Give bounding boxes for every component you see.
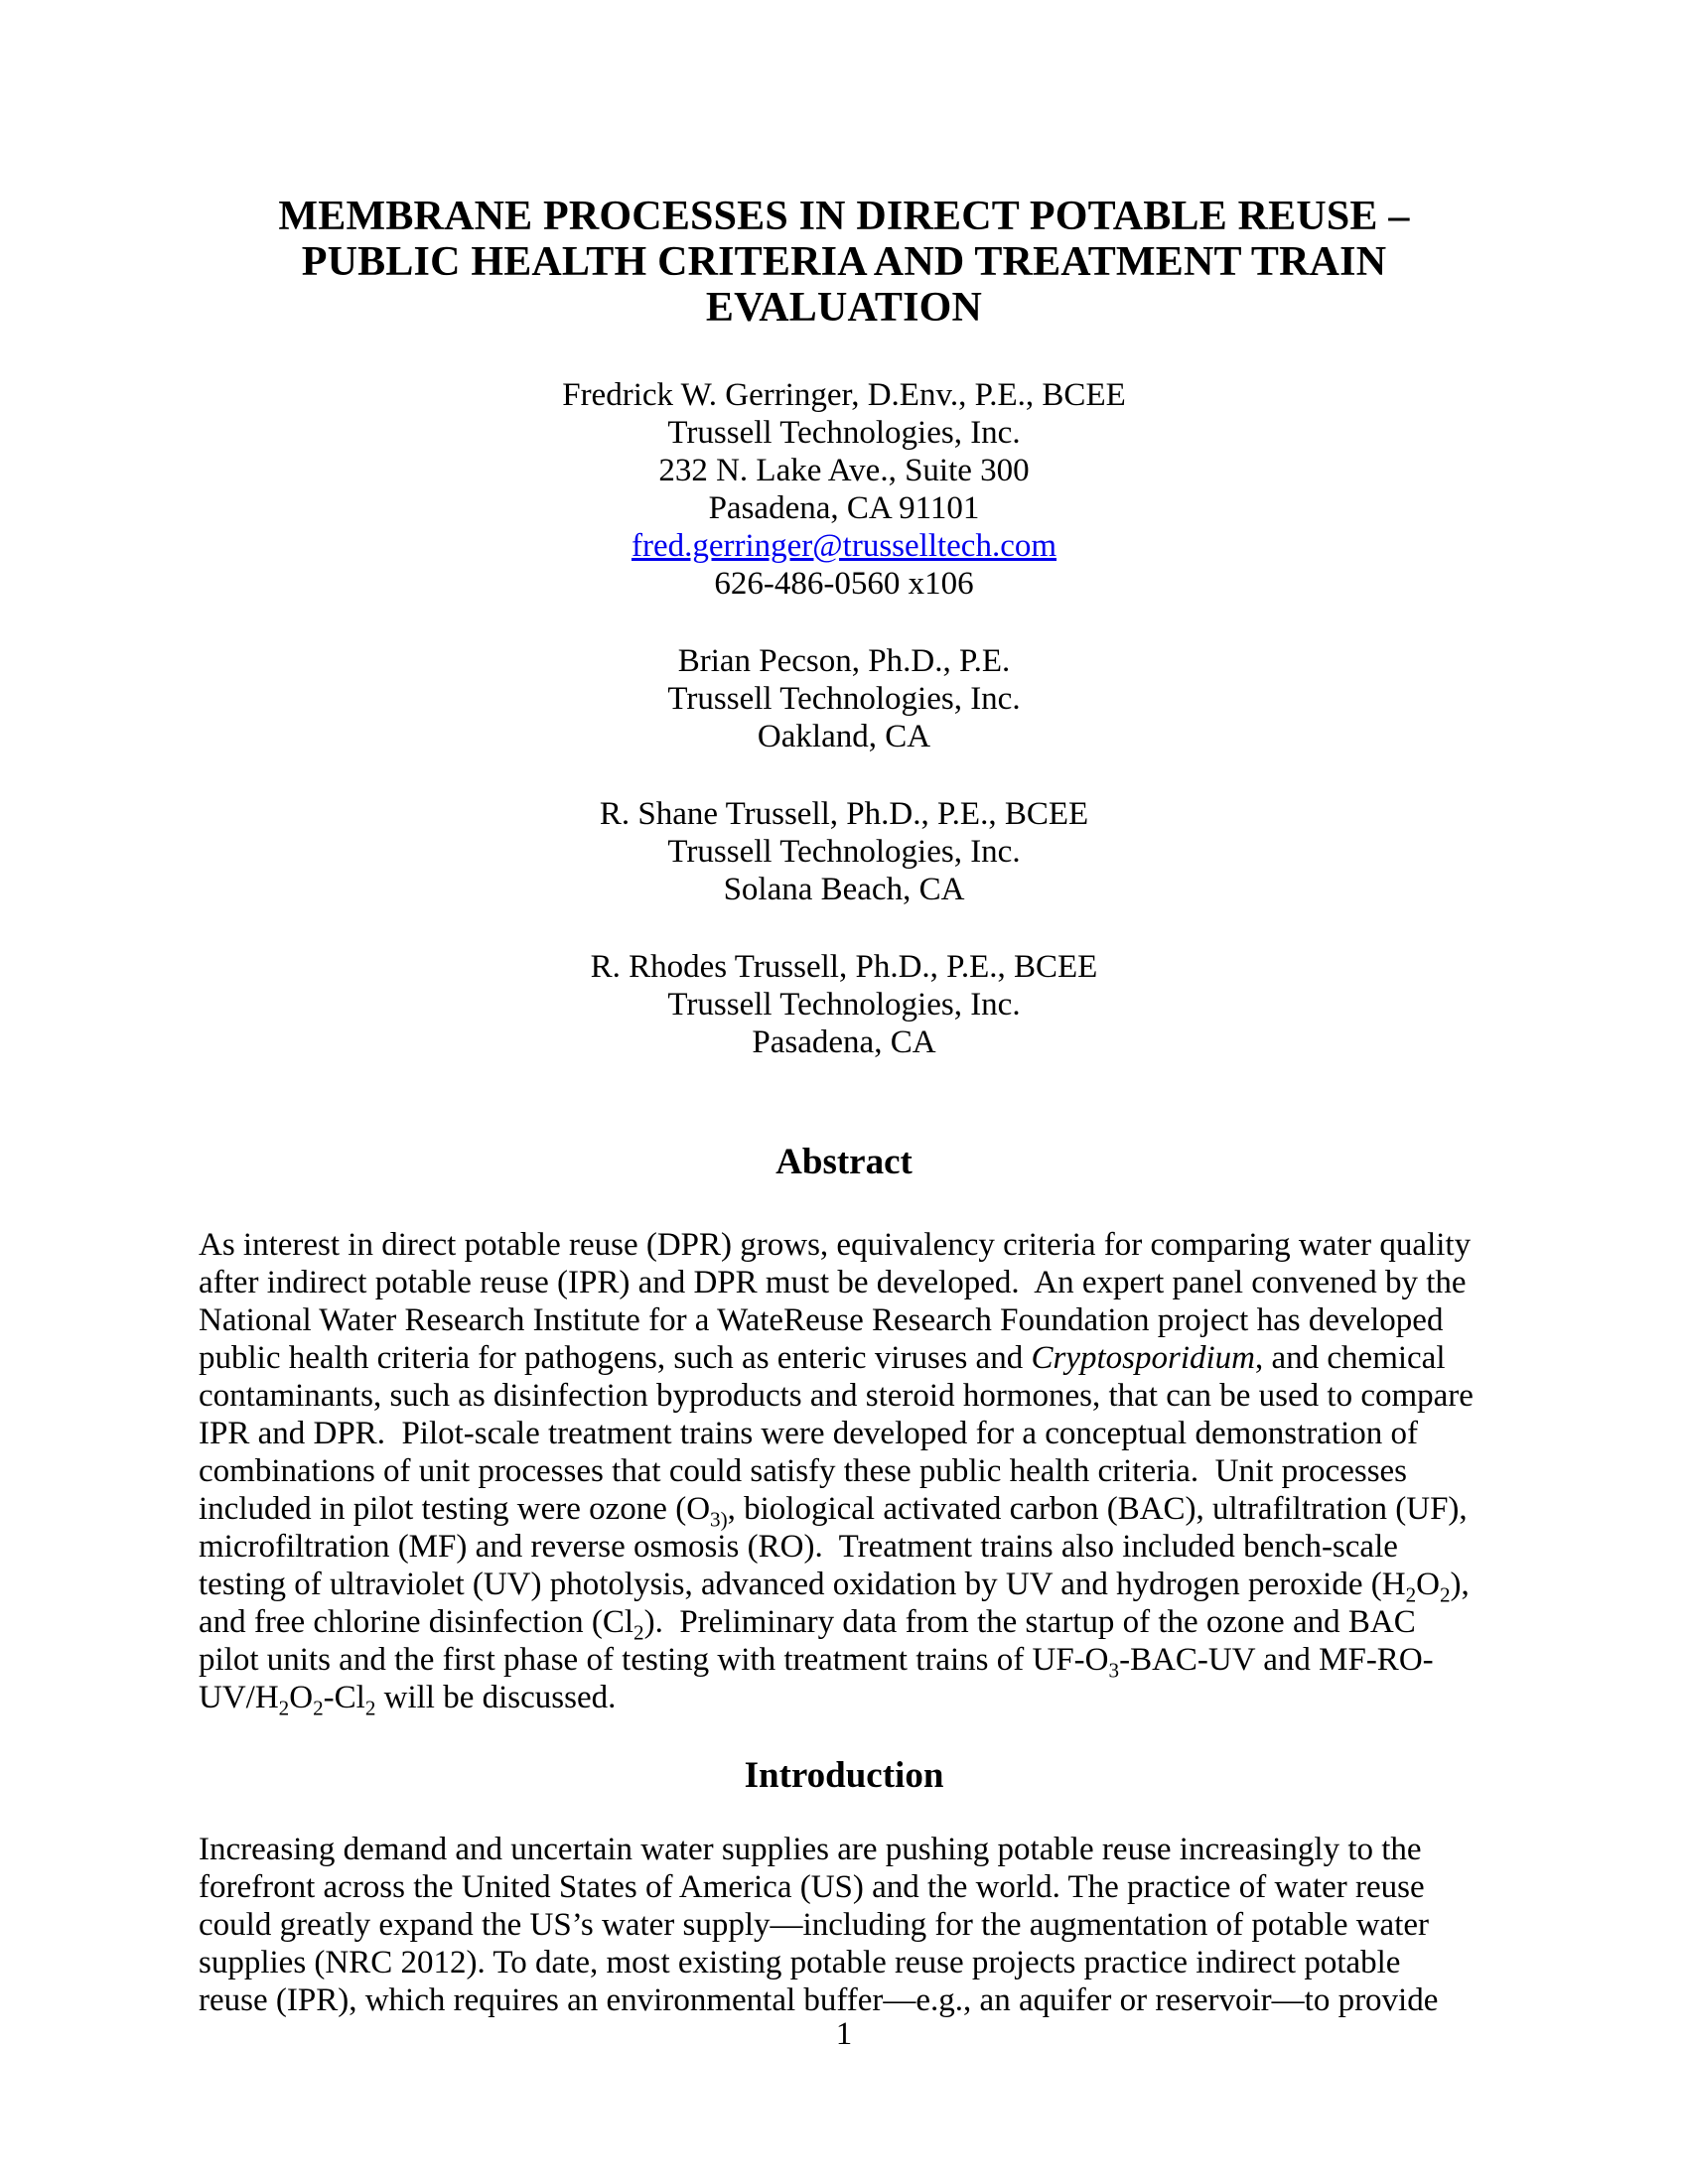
page-number: 1 — [835, 2016, 853, 2052]
author-address: 232 N. Lake Ave., Suite 300 — [658, 453, 1030, 488]
author-block-2 — [199, 642, 1489, 755]
text-line: supplies (NRC 2012). To date, most existing potable reuse projects practice indirect potable — [199, 1945, 1401, 1980]
text-line: pilot units and the first phase of testing with treatment trains of $UF-O_3-BAC-UV$ and MF-RO- — [199, 1642, 1434, 1683]
text-line: As interest in direct potable reuse (DPR) grows, equivalency criteria for comparing water quality — [199, 1227, 1472, 1263]
author-email-link[interactable]: fred.gerringer@trusselltech.com — [631, 528, 1057, 564]
text-line: reuse (IPR), which requires an environmental buffer—e.g., an aquifer or reservoir—to provide — [199, 1982, 1439, 2018]
text-line: forefront across the United States of America (US) and the world. The practice of water reuse — [199, 1869, 1425, 1905]
text-line: contaminants, such as disinfection byproducts and steroid hormones, that can be used to compare — [199, 1378, 1474, 1414]
author-block-1 — [199, 376, 1489, 603]
author-org: Trussell Technologies, Inc. — [667, 987, 1021, 1023]
text-line: $UV/H_2O_2-Cl_2$ will be discussed. — [199, 1680, 617, 1720]
author-phone: 626-486-0560 x106 — [714, 566, 974, 602]
paper-title — [199, 194, 1489, 331]
author-block-4 — [199, 948, 1489, 1061]
abstract-paragraph — [199, 1226, 1489, 1720]
author-block-3 — [199, 795, 1489, 908]
text-line: included in pilot testing were ozone ($O_{3)}$, biological activated carbon (BAC), ultrafiltration (UF), — [199, 1491, 1468, 1532]
author-name: R. Rhodes Trussell, Ph.D., P.E., BCEE — [590, 949, 1098, 985]
text-line: Increasing demand and uncertain water supplies are pushing potable reuse increasingly to the — [199, 1832, 1422, 1867]
author-org: Trussell Technologies, Inc. — [667, 681, 1021, 717]
introduction-paragraph — [199, 1831, 1489, 2019]
text-line: and free chlorine disinfection $(Cl_2)$. Preliminary data from the startup of the ozone and BAC — [199, 1604, 1416, 1645]
text-line: combinations of unit processes that could satisfy these public health criteria. Unit processes — [199, 1453, 1408, 1489]
page-content — [0, 194, 1688, 2019]
text-line: could greatly expand the US’s water supply—including for the augmentation of potable water — [199, 1907, 1429, 1943]
author-org: Trussell Technologies, Inc. — [667, 834, 1021, 870]
author-city: Pasadena, CA — [752, 1024, 936, 1060]
author-city: Oakland, CA — [757, 719, 931, 754]
introduction-heading: Introduction — [744, 1755, 944, 1796]
author-name: Fredrick W. Gerringer, D.Env., P.E., BCEE — [562, 377, 1126, 413]
paper-title-line1: MEMBRANE PROCESSES IN DIRECT POTABLE REUSE – — [278, 194, 1410, 239]
text-line: after indirect potable reuse (IPR) and DPR must be developed. An expert panel convened by the — [199, 1265, 1467, 1300]
text-line: public health criteria for pathogens, such as enteric viruses and Cryptosporidium, and chemical — [199, 1340, 1446, 1376]
text-line: microfiltration (MF) and reverse osmosis (RO). Treatment trains also included bench-scale — [199, 1529, 1398, 1565]
author-name: Brian Pecson, Ph.D., P.E. — [677, 643, 1011, 679]
text-line: testing of ultraviolet (UV) photolysis, advanced oxidation by UV and hydrogen peroxide $(H_2O_2)$, — [199, 1567, 1470, 1607]
author-name: R. Shane Trussell, Ph.D., P.E., BCEE — [599, 796, 1089, 832]
abstract-heading: Abstract — [775, 1142, 913, 1182]
text-line: IPR and DPR. Pilot-scale treatment trains were developed for a conceptual demonstration of — [199, 1416, 1418, 1451]
author-city: Solana Beach, CA — [723, 872, 965, 907]
paper-title-line2: PUBLIC HEALTH CRITERIA AND TREATMENT TRAIN EVALUATION — [301, 239, 1387, 331]
text-line: National Water Research Institute for a WateReuse Research Foundation project has developed — [199, 1302, 1444, 1338]
author-city: Pasadena, CA 91101 — [708, 490, 980, 526]
author-org: Trussell Technologies, Inc. — [667, 415, 1021, 451]
author-email-row — [199, 527, 1489, 565]
